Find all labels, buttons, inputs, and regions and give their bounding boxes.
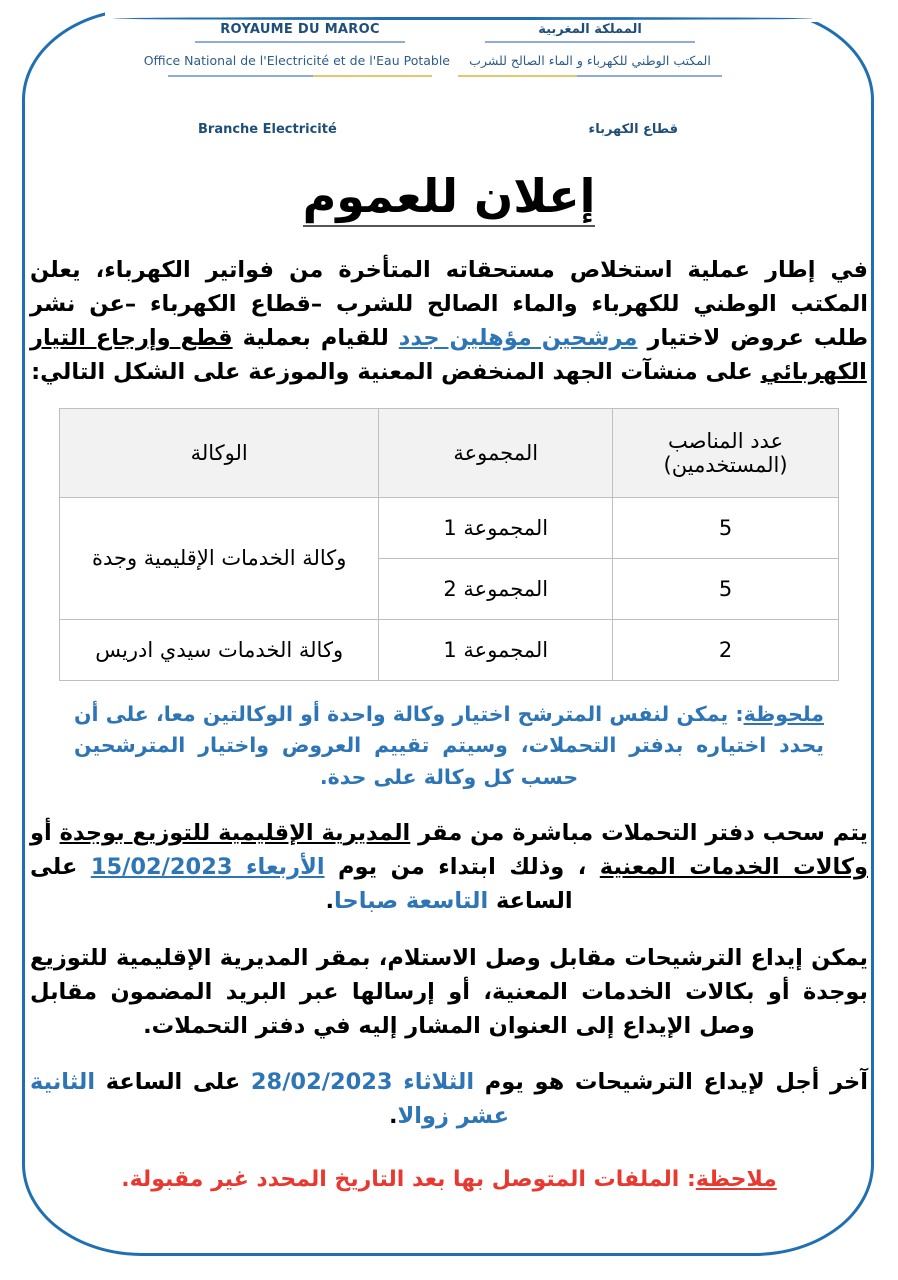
deadline-date: 28/02/2023 — [250, 1069, 393, 1096]
deposit-paragraph: يمكن إيداع الترشيحات مقابل وصل الاستلام، بمقر المديرية الإقليمية للتوزيع بوجدة أو بكالات الخدمات المعنية، أو إرسالها عبر البريد المضمون مقابل وصل الإيداع إلى العنوان المشار إليه في دفتر التحملات. — [30, 944, 868, 1039]
withdraw-directorate: المديرية الإقليمية للتوزيع بوجدة — [59, 819, 411, 846]
header-arabic-rule — [485, 41, 695, 43]
table-head — [60, 408, 839, 497]
cell-count: 5 — [613, 497, 839, 558]
page-title — [30, 170, 868, 227]
withdraw-time: التاسعة صباحا — [334, 888, 489, 915]
intro-paragraph — [30, 253, 868, 390]
header-french-rule — [195, 41, 405, 43]
header-arabic-office: المكتب الوطني للكهرباء و الماء الصالح للشرب — [469, 53, 711, 68]
header-french-office: Office National de l'Electricité et de l'Eau Potable — [143, 53, 450, 68]
intro-part2: للقيام بعملية — [232, 325, 399, 352]
cell-group: المجموعة 2 — [379, 558, 613, 619]
intro-highlight-new-candidates: مرشحين مؤهلين جدد — [398, 325, 638, 352]
header-french-branch: Branche Electricité — [198, 122, 337, 137]
intro-part3: على منشآت الجهد المنخفض المعنية والموزعة على الشكل التالي: — [31, 359, 761, 386]
col-header-count-line2: (المستخدمين) — [663, 452, 788, 477]
withdraw-part2: أو — [30, 819, 60, 846]
header-french-kingdom: ROYAUME DU MAROC — [220, 22, 380, 37]
intro-underline-operation: قطع وإرجاع التيار الكهربائي — [30, 325, 867, 386]
header-arabic-block — [440, 22, 740, 77]
col-header-group: المجموعة — [379, 408, 613, 497]
cell-agency: وكالة الخدمات سيدي ادريس — [60, 619, 379, 680]
deadline-time: الثانية عشر زوالا — [30, 1069, 510, 1130]
header-french-rule-2 — [168, 75, 432, 77]
withdraw-date: 15/02/2023 — [90, 854, 233, 881]
red-note-text: : الملفات المتوصل بها بعد التاريخ المحدد غير مقبولة. — [121, 1167, 696, 1193]
note-blue-label: ملحوظة — [743, 701, 824, 726]
document-header — [30, 0, 868, 170]
agencies-table — [59, 408, 839, 681]
cell-group: المجموعة 1 — [379, 619, 613, 680]
note-blue-paragraph — [74, 699, 824, 794]
header-arabic-rule-2 — [458, 75, 722, 77]
withdraw-day: الأربعاء — [246, 854, 325, 881]
red-note-label: ملاحظة — [695, 1167, 777, 1193]
withdraw-part4: على الساعة — [30, 854, 573, 915]
deadline-part1: آخر أجل لإيداع الترشيحات هو يوم — [474, 1069, 868, 1096]
intro-part1: في إطار عملية استخلاص مستحقاته المتأخرة من فواتير الكهرباء، يعلن المكتب الوطني للكهرباء والماء الصالح للشرب –قطاع الكهرباء –عن نشر طلب عروض لاختيار — [30, 256, 869, 352]
cell-count: 5 — [613, 558, 839, 619]
col-header-agency: الوكالة — [60, 408, 379, 497]
withdraw-part5: . — [325, 888, 335, 915]
page-title-text: إعلان للعموم — [303, 169, 596, 227]
col-header-count — [613, 408, 839, 497]
red-warning-note — [30, 1167, 868, 1192]
withdraw-agencies: وكالات الخدمات المعنية — [599, 854, 868, 881]
cell-agency: وكالة الخدمات الإقليمية وجدة — [60, 497, 379, 619]
cell-group: المجموعة 1 — [379, 497, 613, 558]
withdraw-paragraph — [30, 816, 868, 919]
deadline-part3: . — [388, 1103, 398, 1130]
table-header-row — [60, 408, 839, 497]
header-arabic-branch: قطاع الكهرباء — [588, 122, 678, 137]
header-french-block — [143, 22, 450, 77]
deadline-part2: على الساعة — [95, 1069, 251, 1096]
table-row — [60, 497, 839, 558]
header-arabic-kingdom: المملكة المغربية — [538, 22, 642, 37]
note-blue-text: : يمكن لنفس المترشح اختيار وكالة واحدة أو الوكالتين معا، على أن يحدد اختياره بدفتر التحملات، وسيتم تقييم العروض واختيار المترشحين حسب كل وكالة على حدة. — [74, 701, 824, 790]
cell-count: 2 — [613, 619, 839, 680]
deadline-paragraph — [30, 1065, 868, 1133]
deadline-day: الثلاثاء — [403, 1069, 475, 1096]
withdraw-part3: ، وذلك ابتداء من يوم — [324, 854, 600, 881]
col-header-count-line1: عدد المناصب — [667, 428, 784, 453]
withdraw-part1: يتم سحب دفتر التحملات مباشرة من مقر — [410, 819, 869, 846]
table-body — [60, 497, 839, 680]
table-row — [60, 619, 839, 680]
